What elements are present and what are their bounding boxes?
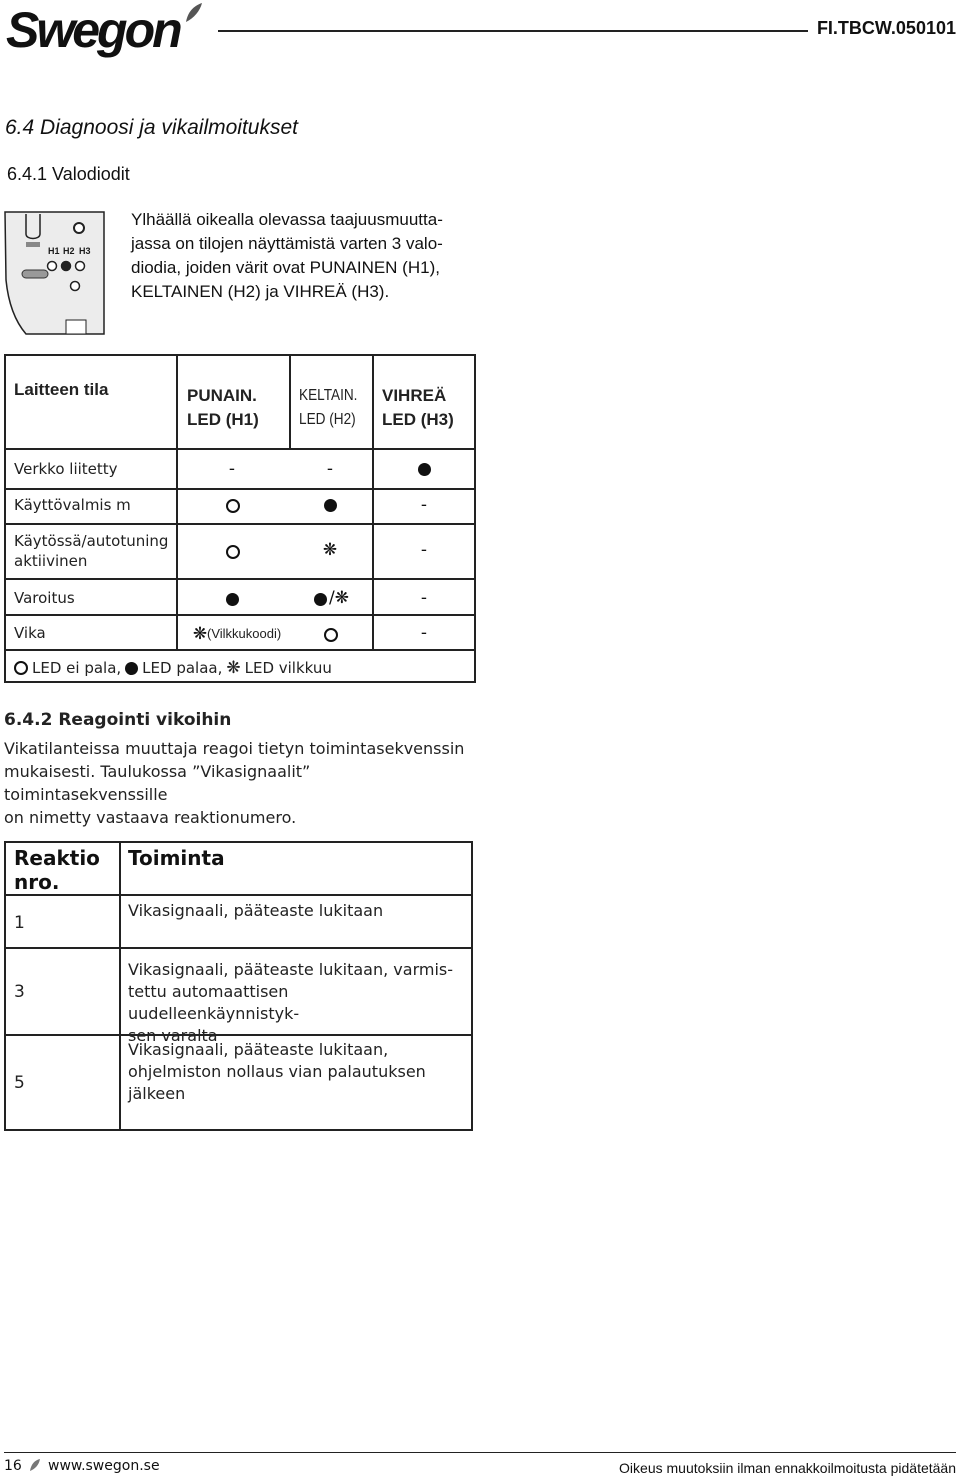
dash-symbol: - (228, 459, 236, 479)
led-status-table (4, 354, 476, 683)
header-line: nro. (14, 870, 60, 894)
table-column-rule (372, 356, 374, 649)
reaction-number: 3 (14, 982, 25, 1002)
footer-disclaimer: Oikeus muutoksiin ilman ennakkoilmoitusta pidätetään (619, 1460, 956, 1476)
row-label: Varoitus (14, 589, 75, 607)
table-rule (6, 523, 474, 525)
blink-code-note: (Vilkkukoodi) (207, 626, 282, 641)
led-blink-icon: ❋ (226, 658, 241, 678)
table-rule (6, 488, 474, 490)
intro-line: diodia, joiden värit ovat PUNAINEN (H1), (131, 258, 440, 277)
header-line: KELTAIN. (299, 387, 358, 404)
led-blink-icon: ❋ (322, 540, 338, 560)
table-rule (6, 614, 474, 616)
led-label-h2: H2 (63, 246, 75, 256)
table-rule (6, 947, 471, 949)
table-column-rule (289, 356, 291, 448)
subsection-title: 6.4.1 Valodiodit (7, 164, 130, 184)
description-line: tettu automaattisen uudelleenkäynnistyk- (128, 982, 300, 1023)
dash-symbol: - (326, 459, 334, 479)
table-column-rule (119, 843, 121, 1129)
led-panel-drawing (4, 210, 114, 335)
table-rule (6, 649, 474, 651)
led-off-icon (226, 499, 240, 513)
footer-website-link[interactable]: www.swegon.se (48, 1458, 160, 1474)
description-line: Vikasignaali, pääteaste lukitaan, (128, 1040, 389, 1059)
led-panel-diagram (4, 210, 114, 335)
logo-wordmark: Swegon (6, 2, 180, 58)
reaction-paragraph (4, 737, 472, 829)
header-device-state: Laitteen tila (14, 380, 109, 399)
reaction-description (128, 1039, 463, 1105)
page-number: 16 (4, 1458, 22, 1474)
intro-line: KELTAINEN (H2) ja VIHREÄ (H3). (131, 282, 390, 301)
led-on-icon (418, 463, 431, 476)
led-legend (14, 658, 332, 678)
swegon-logo (6, 2, 206, 58)
description-line: Vikasignaali, pääteaste lukitaan, varmis- (128, 960, 454, 979)
leaf-icon (29, 1458, 41, 1472)
intro-paragraph (131, 208, 461, 304)
description-line: sen varalta (128, 1026, 218, 1045)
header-line: LED (H3) (382, 410, 454, 429)
intro-line: jassa on tilojen näyttämistä varten 3 valo- (131, 234, 443, 253)
description-line: jälkeen (128, 1084, 186, 1103)
table-rule (6, 578, 474, 580)
header-yellow-led (299, 384, 357, 432)
legend-on-text: LED palaa, (142, 659, 223, 677)
reaction-number: 1 (14, 913, 25, 933)
header-green-led (382, 384, 454, 432)
table-rule (6, 448, 474, 450)
legend-blink-text: LED vilkkuu (244, 659, 332, 677)
paragraph-line: mukaisesti. Taulukossa ”Vikasignaalit” toimintasekvenssille (4, 762, 311, 804)
paragraph-line: on nimetty vastaava reaktionumero. (4, 808, 297, 827)
dash-symbol: - (420, 588, 428, 608)
description-line: ohjelmiston nollaus vian palautuksen (128, 1062, 426, 1081)
dash-symbol: - (420, 540, 428, 560)
led-on-icon (226, 593, 239, 606)
reaction-table (4, 841, 473, 1131)
reaction-description (128, 900, 463, 922)
intro-line: Ylhäällä oikealla olevassa taajuusmuutta- (131, 210, 443, 229)
section-title: 6.4 Diagnoosi ja vikailmoitukset (5, 116, 298, 139)
header-line: LED (H1) (187, 410, 259, 429)
legend-off-text: LED ei pala, (32, 659, 122, 677)
row-label-line: aktiivinen (14, 552, 88, 570)
row-label (14, 531, 168, 571)
dash-symbol: - (420, 623, 428, 643)
led-on-icon (324, 499, 337, 512)
description-line: Vikasignaali, pääteaste lukitaan (128, 901, 384, 920)
led-label-h3: H3 (79, 246, 91, 256)
row-label-line: Käytössä/autotuning (14, 532, 169, 550)
header-line: Reaktio (14, 846, 100, 870)
header-line: VIHREÄ (382, 386, 447, 405)
led-off-icon (14, 661, 28, 675)
leaf-icon (184, 2, 204, 24)
document-code: FI.TBCW.050101 (816, 18, 956, 38)
footer-rule (4, 1452, 956, 1453)
led-label-h1: H1 (48, 246, 60, 256)
table-column-rule (176, 356, 178, 649)
header-rule (218, 30, 808, 32)
led-blink-icon: ❋ (192, 624, 208, 644)
row-label: Verkko liitetty (14, 460, 118, 478)
dash-symbol: - (420, 495, 428, 515)
header-line: PUNAIN. (187, 386, 257, 405)
header-action: Toiminta (128, 846, 225, 870)
header-line: LED (H2) (299, 411, 356, 428)
header-red-led (187, 384, 259, 432)
reaction-number: 5 (14, 1073, 25, 1093)
row-label: Vika (14, 624, 46, 642)
paragraph-line: Vikatilanteissa muuttaja reagoi tietyn toimintasekvenssin (4, 739, 465, 758)
led-off-icon (226, 545, 240, 559)
header-reaction-number (14, 846, 100, 894)
reaction-section-title: 6.4.2 Reagointi vikoihin (4, 710, 232, 730)
table-rule (6, 894, 471, 896)
led-blink-icon: /❋ (329, 588, 349, 608)
reaction-description (128, 959, 463, 1047)
row-label: Käyttövalmis m (14, 496, 131, 514)
led-off-icon (324, 628, 338, 642)
led-on-icon (125, 662, 138, 675)
